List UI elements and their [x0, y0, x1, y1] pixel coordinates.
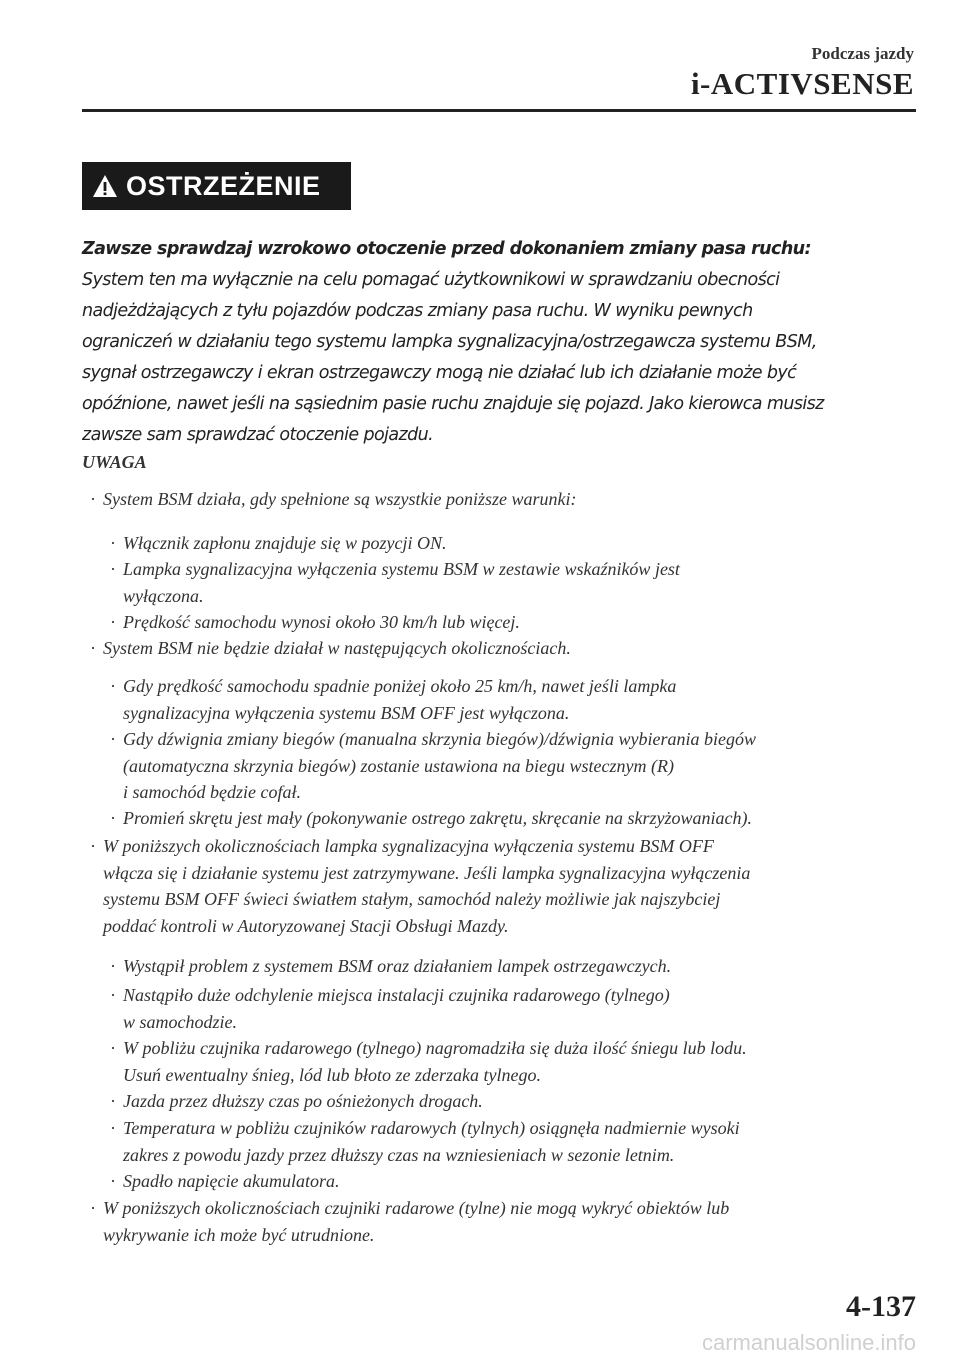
section-name: Podczas jazdy: [811, 44, 914, 63]
bullet-icon: ·: [110, 729, 116, 749]
note-item-line: systemu BSM OFF świeci światłem stałym, samochód należy możliwie jak najszybciej: [103, 889, 721, 909]
bullet-icon: ·: [90, 836, 96, 856]
note-list-item: [90, 486, 577, 513]
warning-line: ograniczeń w działaniu tego systemu lampka sygnalizacyjna/ostrzegawcza systemu BSM,: [82, 332, 817, 352]
note-item-line: wyłączona.: [123, 585, 204, 606]
note-list-item: [110, 726, 756, 806]
note-item-line: Prędkość samochodu wynosi około 30 km/h lub więcej.: [123, 612, 520, 632]
note-list-item: [90, 1195, 730, 1248]
note-item-line: wykrywanie ich może być utrudnione.: [103, 1224, 375, 1245]
warning-line: System ten ma wyłącznie na celu pomagać użytkownikowi w sprawdzaniu obecności: [82, 270, 780, 290]
note-list-item: [110, 953, 672, 980]
bullet-icon: ·: [110, 985, 116, 1005]
note-list-item: [90, 635, 571, 662]
bullet-icon: ·: [90, 638, 96, 658]
note-list-item: [110, 609, 520, 636]
note-item-line: Spadło napięcie akumulatora.: [123, 1171, 340, 1191]
warning-line: sygnał ostrzegawczy i ekran ostrzegawczy mogą nie działać lub ich działanie może być: [82, 363, 797, 383]
note-item-line: poddać kontroli w Autoryzowanej Stacji Obsługi Mazdy.: [103, 915, 509, 936]
note-item-line: System BSM działa, gdy spełnione są wszystkie poniższe warunki:: [103, 489, 577, 509]
chapter-title: i-ACTIVSENSE: [690, 66, 914, 101]
note-item-line: W poniższych okolicznościach lampka sygnalizacyjna wyłączenia systemu BSM OFF: [103, 836, 714, 856]
note-item-line: W pobliżu czujnika radarowego (tylnego) nagromadziła się duża ilość śniegu lub lodu.: [123, 1038, 747, 1058]
warning-triangle-icon: [92, 174, 118, 198]
warning-text: [82, 234, 912, 451]
note-item-line: Włącznik zapłonu znajduje się w pozycji ON.: [123, 533, 447, 553]
note-item-line: Temperatura w pobliżu czujników radarowych (tylnych) osiągnęła nadmiernie wysoki: [123, 1118, 740, 1138]
bullet-icon: ·: [110, 612, 116, 632]
warning-banner: [82, 162, 351, 210]
warning-line: zawsze sam sprawdzać otoczenie pojazdu.: [82, 425, 434, 445]
note-item-line: w samochodzie.: [123, 1011, 237, 1032]
bullet-icon: ·: [90, 489, 96, 509]
note-item-line: Wystąpił problem z systemem BSM oraz działaniem lampek ostrzegawczych.: [123, 956, 672, 976]
bullet-icon: ·: [110, 1118, 116, 1138]
note-item-line: Usuń ewentualny śnieg, lód lub błoto ze zderzaka tylnego.: [123, 1064, 541, 1085]
bullet-icon: ·: [110, 559, 116, 579]
bullet-icon: ·: [110, 956, 116, 976]
note-list-item: [110, 805, 753, 832]
note-list-item: [110, 673, 677, 726]
page-number: 4-137: [846, 1290, 916, 1323]
note-item-line: i samochód będzie cofał.: [123, 782, 301, 802]
header-rule: [82, 109, 916, 112]
note-list-item: [110, 530, 447, 557]
warning-lead: Zawsze sprawdzaj wzrokowo otoczenie przed dokonaniem zmiany pasa ruchu:: [82, 239, 811, 259]
warning-line: nadjeżdżających z tyłu pojazdów podczas zmiany pasa ruchu. W wyniku pewnych: [82, 301, 753, 321]
page-header: [691, 44, 914, 102]
note-list-item: [110, 1035, 747, 1088]
watermark: carmanualsonline.info: [701, 1330, 916, 1355]
bullet-icon: ·: [110, 676, 116, 696]
bullet-icon: ·: [90, 1198, 96, 1218]
note-item-line: Gdy prędkość samochodu spadnie poniżej około 25 km/h, nawet jeśli lampka: [123, 676, 677, 696]
bullet-icon: ·: [110, 1171, 116, 1191]
warning-line: opóźnione, nawet jeśli na sąsiednim pasie ruchu znajduje się pojazd. Jako kierowca musisz: [82, 394, 824, 414]
bullet-icon: ·: [110, 1038, 116, 1058]
note-title: UWAGA: [82, 452, 147, 472]
note-item-line: Lampka sygnalizacyjna wyłączenia systemu BSM w zestawie wskaźników jest: [123, 559, 680, 579]
note-item-line: sygnalizacyjna wyłączenia systemu BSM OFF jest wyłączona.: [123, 702, 570, 723]
note-item-line: System BSM nie będzie działał w następujących okolicznościach.: [103, 638, 571, 658]
note-list-item: [90, 833, 751, 939]
note-item-line: Promień skrętu jest mały (pokonywanie ostrego zakrętu, skręcanie na skrzyżowaniach).: [123, 808, 753, 828]
note-list-item: [110, 982, 670, 1035]
bullet-icon: ·: [110, 808, 116, 828]
note-item-line: zakres z powodu jazdy przez dłuższy czas na wzniesieniach w sezonie letnim.: [123, 1144, 675, 1165]
bullet-icon: ·: [110, 533, 116, 553]
note-item-line: Jazda przez dłuższy czas po ośnieżonych drogach.: [123, 1091, 483, 1111]
note-list-item: [110, 1115, 740, 1168]
note-item-line: (automatyczna skrzynia biegów) zostanie ustawiona na biegu wstecznym (R): [123, 755, 674, 776]
note-item-line: Nastąpiło duże odchylenie miejsca instalacji czujnika radarowego (tylnego): [123, 985, 670, 1005]
note-item-line: włącza się i działanie systemu jest zatrzymywane. Jeśli lampka sygnalizacyjna wyłączenia: [103, 862, 751, 883]
note-list-item: [110, 556, 680, 609]
bullet-icon: ·: [110, 1091, 116, 1111]
note-item-line: W poniższych okolicznościach czujniki radarowe (tylne) nie mogą wykryć obiektów lub: [103, 1198, 730, 1218]
note-list-item: [110, 1088, 483, 1115]
note-item-line: Gdy dźwignia zmiany biegów (manualna skrzynia biegów)/dźwignia wybierania biegów: [123, 729, 756, 749]
note-list-item: [110, 1168, 340, 1195]
warning-label: OSTRZEŻENIE: [126, 170, 321, 201]
